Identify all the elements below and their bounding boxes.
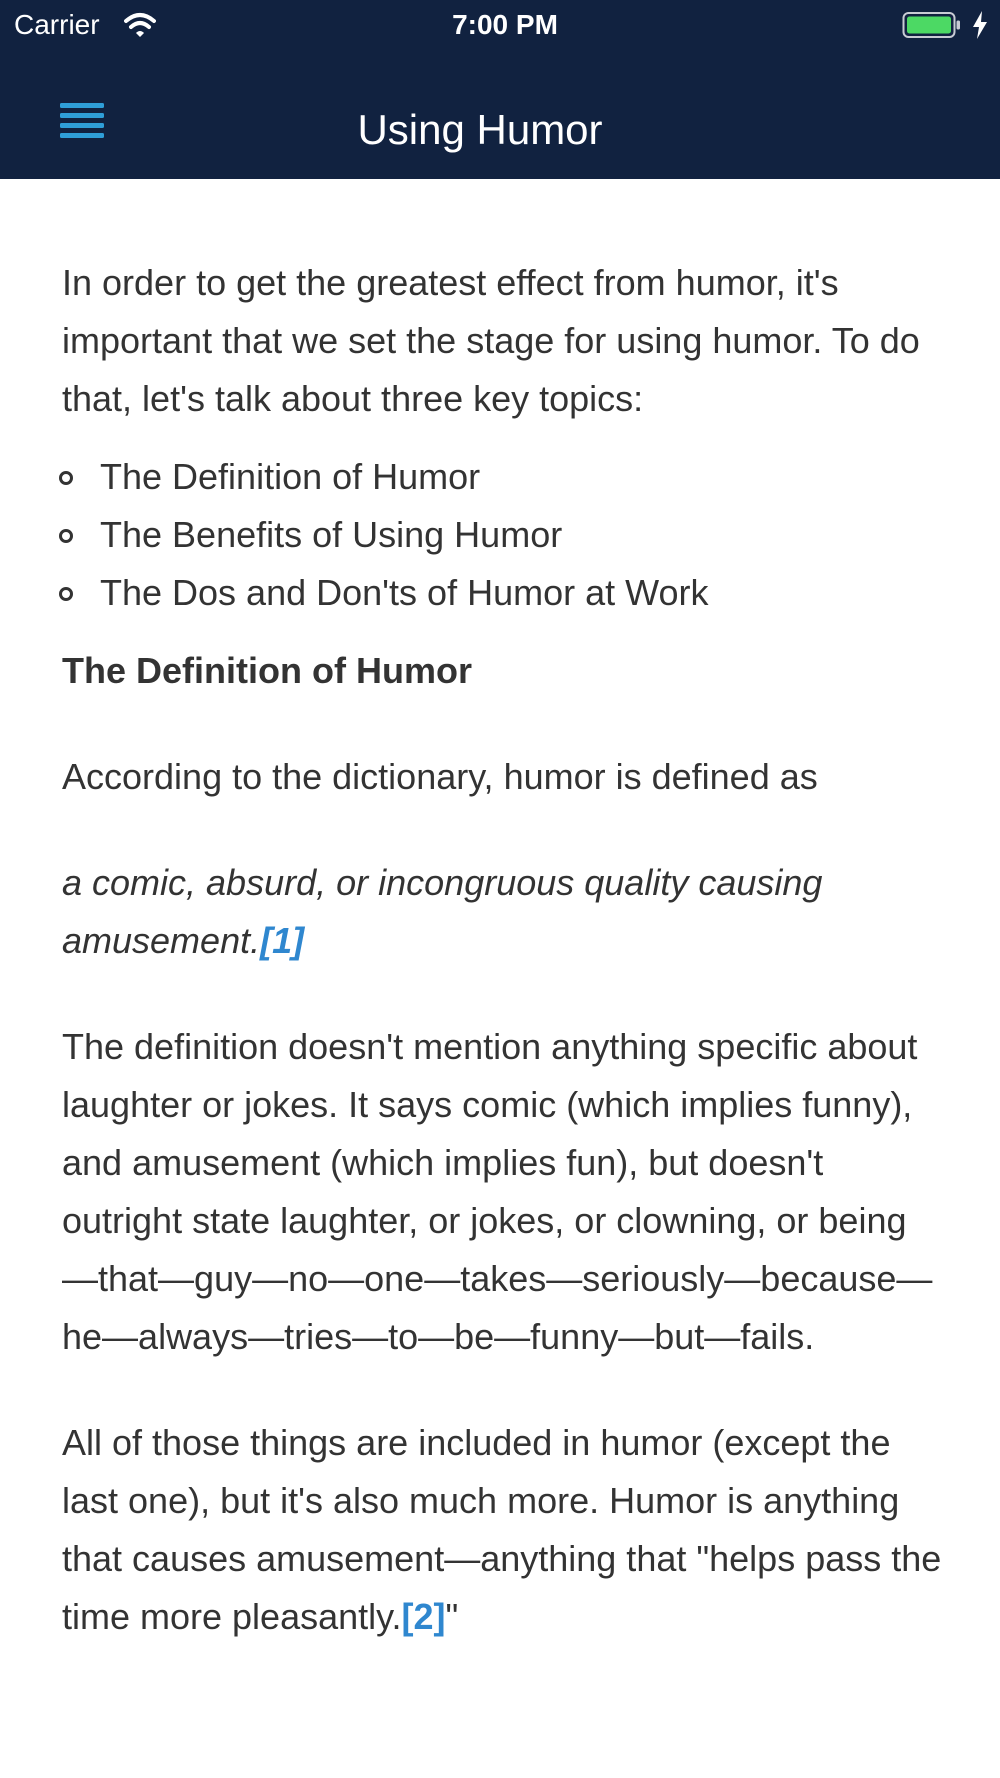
bullet-icon <box>59 587 73 601</box>
definition-text: a comic, absurd, or incongruous quality causing amusement. <box>62 862 823 961</box>
footnote-link-2[interactable]: [2] <box>401 1596 446 1637</box>
carrier-label: Carrier <box>14 9 100 40</box>
dictionary-paragraph: According to the dictionary, humor is defined as <box>62 756 818 797</box>
intro-paragraph: In order to get the greatest effect from humor, it's important that we set the stage for using humor. To do that, let's talk about three key topics: <box>62 262 920 419</box>
footnote-link-1[interactable]: [1] <box>260 920 305 961</box>
amusement-text: All of those things are included in humor (except the last one), but it's also much more. Humor is anything that causes amusement—anything that "helps pass the time more pleasantly. <box>62 1422 942 1637</box>
page-title: Using Humor <box>357 106 603 153</box>
amusement-paragraph <box>62 1414 942 1646</box>
topic-label: The Definition of Humor <box>100 456 481 497</box>
status-bar <box>0 0 1000 50</box>
definition-paragraph: The definition doesn't mention anything specific about laughter or jokes. It says comic (which implies funny), and amusement (which implies fun), but doesn't outright state laughter, or jokes, or clowning, or being—that—guy—no—one—takes—seriously—because—he—always—tries—to—be—funny—but—fails. <box>62 1026 933 1357</box>
battery-icon <box>902 11 962 39</box>
nav-bar <box>0 50 1000 179</box>
definition-quote <box>62 854 942 970</box>
charging-icon <box>970 10 990 40</box>
bullet-icon <box>59 529 73 543</box>
status-time: 7:00 PM <box>452 9 558 40</box>
closing-quote: " <box>445 1596 459 1637</box>
topic-label: The Dos and Don'ts of Humor at Work <box>100 572 709 613</box>
section-heading: The Definition of Humor <box>62 650 472 691</box>
article-content <box>62 254 942 1694</box>
bullet-icon <box>59 471 73 485</box>
list-item <box>62 506 942 564</box>
list-item <box>62 564 942 622</box>
list-item <box>62 448 942 506</box>
topic-list <box>62 448 942 622</box>
topic-label: The Benefits of Using Humor <box>100 514 563 555</box>
